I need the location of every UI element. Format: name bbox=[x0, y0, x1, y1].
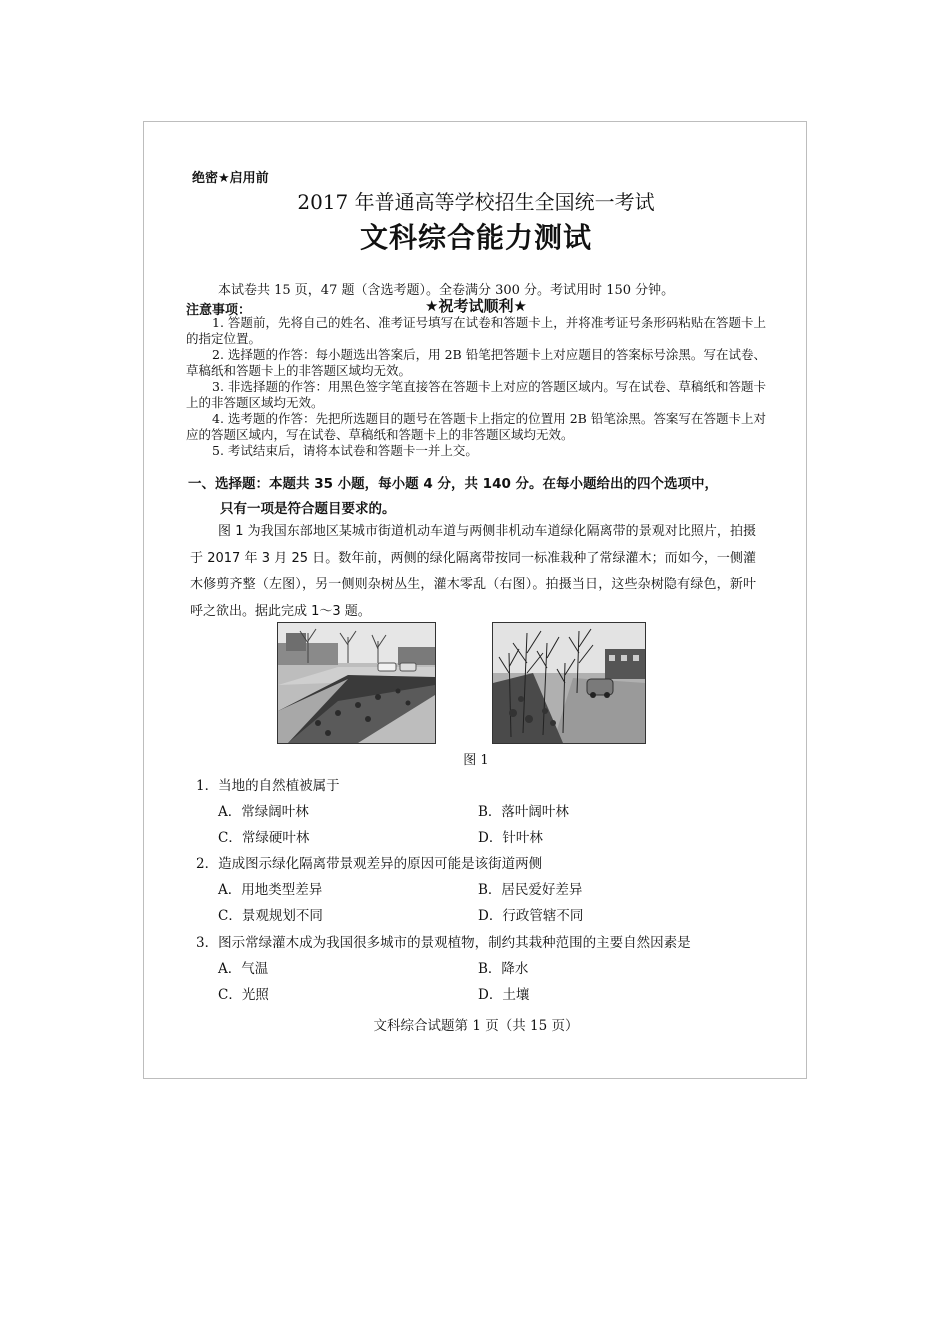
notice-item: 2. 选择题的作答：每小题选出答案后，用 2B 铅笔把答题卡上对应题目的答案标号涂黑。写在试卷、草稿纸和答题卡上的非答题区域均无效。 bbox=[186, 347, 766, 378]
subject-title: 文科综合能力测试 bbox=[359, 221, 592, 254]
notice-item: 5. 考试结束后，请将本试卷和答题卡一并上交。 bbox=[212, 443, 478, 458]
question-2-option-c: C．景观规划不同 bbox=[218, 908, 323, 924]
question-3-option-d: D．土壤 bbox=[478, 987, 530, 1003]
secret-label: 绝密★启用前 bbox=[192, 171, 269, 186]
question-3-option-a: A．气温 bbox=[218, 961, 269, 977]
figure-description bbox=[190, 519, 756, 625]
exam-page bbox=[143, 121, 807, 1079]
section-heading-line2: 只有一项是符合题目要求的。 bbox=[220, 501, 396, 517]
question-1-option-d: D．针叶林 bbox=[478, 830, 543, 846]
question-3-stem: 3．图示常绿灌木成为我国很多城市的景观植物，制约其栽种范围的主要自然因素是 bbox=[196, 935, 691, 951]
notice-item: 1. 答题前，先将自己的姓名、准考证号填写在试卷和答题卡上，并将准考证号条形码粘贴在答题卡上的指定位置。 bbox=[186, 315, 766, 346]
question-2-stem: 2．造成图示绿化隔离带景观差异的原因可能是该街道两侧 bbox=[196, 856, 543, 872]
question-2-option-b: B．居民爱好差异 bbox=[478, 882, 583, 898]
question-2-option-a: A．用地类型差异 bbox=[218, 882, 323, 898]
exam-title: 2017 年普通高等学校招生全国统一考试 bbox=[297, 190, 655, 214]
section-heading-line1: 一、选择题：本题共 35 小题，每小题 4 分，共 140 分。在每小题给出的四个选项中， bbox=[188, 476, 719, 492]
figure-description-text: 图 1 为我国东部地区某城市街道机动车道与两侧非机动车道绿化隔离带的景观对比照片，拍摄于 2017 年 3 月 25 日。数年前，两侧的绿化隔离带按同一标准栽种了常绿灌木；而如今，一侧灌木修剪齐整（左图），另一侧则杂树丛生，灌木零乱（右图）。拍摄当日，这些杂树隐有绿色，新叶呼之欲出。据此完成 1～3 题。 bbox=[190, 524, 756, 619]
photo-overgrown-strip bbox=[492, 622, 646, 744]
figure-caption: 图 1 bbox=[463, 753, 489, 768]
question-1-stem: 1．当地的自然植被属于 bbox=[196, 778, 340, 794]
notice-heading: 注意事项： bbox=[186, 303, 252, 318]
question-2-option-d: D．行政管辖不同 bbox=[478, 908, 584, 924]
notice-item: 3. 非选择题的作答：用黑色签字笔直接答在答题卡上对应的答题区域内。写在试卷、草稿纸和答题卡上的非答题区域均无效。 bbox=[186, 379, 766, 410]
question-3-option-b: B．降水 bbox=[478, 961, 529, 977]
question-1-option-a: A．常绿阔叶林 bbox=[218, 804, 309, 820]
exam-intro: 本试卷共 15 页，47 题（含选考题）。全卷满分 300 分。考试用时 150 分钟。 bbox=[218, 283, 675, 298]
notice-list bbox=[186, 315, 766, 459]
section-heading bbox=[188, 472, 718, 522]
page-footer: 文科综合试题第 1 页（共 15 页） bbox=[373, 1018, 579, 1034]
question-1-option-b: B．落叶阔叶林 bbox=[478, 804, 569, 820]
question-1-option-c: C．常绿硬叶林 bbox=[218, 830, 310, 846]
good-luck-banner: ★祝考试顺利★ bbox=[425, 297, 527, 315]
photo-trimmed-hedge bbox=[277, 622, 436, 744]
notice-item: 4. 选考题的作答：先把所选题目的题号在答题卡上指定的位置用 2B 铅笔涂黑。答案写在答题卡上对应的答题区域内，写在试卷、草稿纸和答题卡上的非答题区域均无效。 bbox=[186, 411, 766, 442]
question-3-option-c: C．光照 bbox=[218, 987, 269, 1003]
